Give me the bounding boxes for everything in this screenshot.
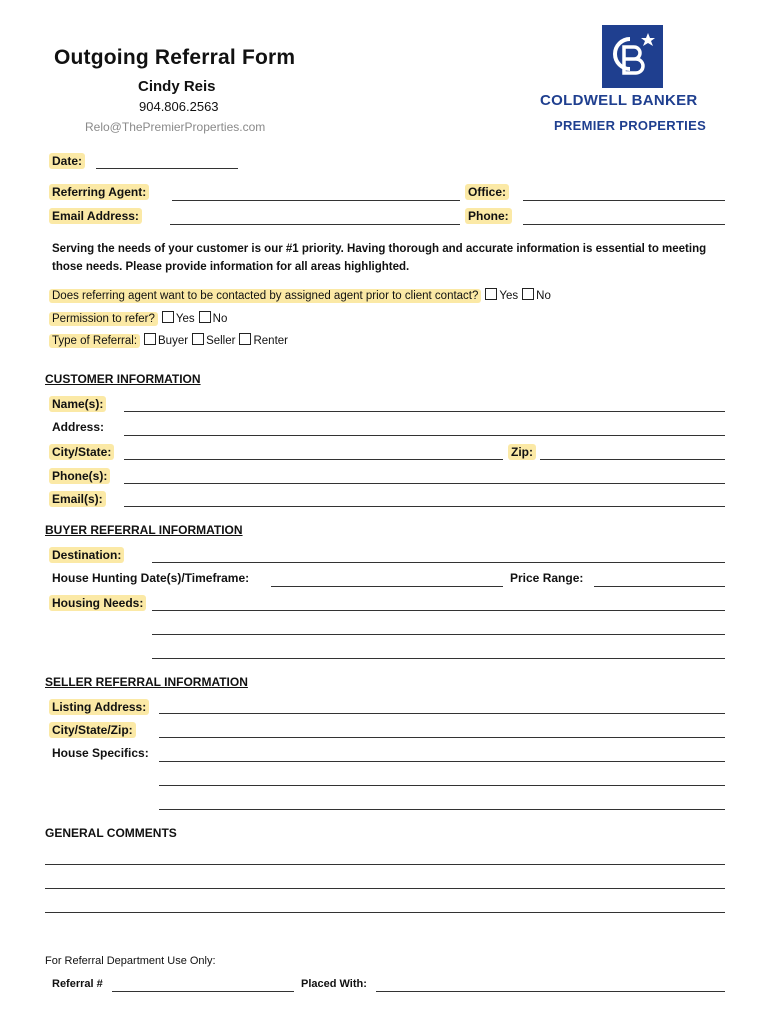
general-comments-field-3[interactable] <box>45 912 725 913</box>
names-field[interactable] <box>124 411 725 412</box>
permission-yes-checkbox[interactable] <box>162 311 174 323</box>
placed-with-label: Placed With: <box>301 978 367 990</box>
referring-agent-field[interactable] <box>172 200 460 201</box>
date-label: Date: <box>49 153 85 169</box>
contact-no-label: No <box>536 290 551 302</box>
phone-label: Phone: <box>465 208 512 224</box>
housing-needs-field-3[interactable] <box>152 658 725 659</box>
address-label: Address: <box>52 420 105 434</box>
permission-no-checkbox[interactable] <box>199 311 211 323</box>
contact-question-label: Does referring agent want to be contacted by assigned agent prior to client contact? <box>49 289 481 303</box>
permission-question-row <box>49 311 227 325</box>
zip-field[interactable] <box>540 459 725 460</box>
agent-phone: 904.806.2563 <box>139 99 219 114</box>
city-state-zip-field[interactable] <box>159 737 725 738</box>
names-label: Name(s): <box>49 396 106 412</box>
date-field[interactable] <box>96 168 238 169</box>
address-field[interactable] <box>124 435 725 436</box>
city-state-label: City/State: <box>49 444 114 460</box>
coldwell-banker-logo-icon <box>602 25 663 88</box>
phones-label: Phone(s): <box>49 468 110 484</box>
renter-checkbox[interactable] <box>239 333 251 345</box>
permission-yes-label: Yes <box>175 313 195 325</box>
destination-field[interactable] <box>152 562 725 563</box>
listing-address-field[interactable] <box>159 713 725 714</box>
agent-name: Cindy Reis <box>138 78 216 95</box>
permission-question-label: Permission to refer? <box>49 312 158 326</box>
house-specifics-field-2[interactable] <box>159 785 725 786</box>
zip-label: Zip: <box>508 444 536 460</box>
contact-yes-label: Yes <box>499 290 519 302</box>
house-specifics-field-1[interactable] <box>159 761 725 762</box>
logo-text-coldwell-banker: COLDWELL BANKER <box>540 92 698 109</box>
seller-checkbox[interactable] <box>192 333 204 345</box>
renter-label: Renter <box>253 335 288 347</box>
general-comments-heading: GENERAL COMMENTS <box>45 826 177 840</box>
housing-needs-field-1[interactable] <box>152 610 725 611</box>
office-label: Office: <box>465 184 509 200</box>
contact-no-checkbox[interactable] <box>522 288 534 300</box>
price-range-field[interactable] <box>594 586 725 587</box>
contact-yes-checkbox[interactable] <box>485 288 497 300</box>
phones-field[interactable] <box>124 483 725 484</box>
buyer-label: Buyer <box>158 335 189 347</box>
referral-number-label: Referral # <box>52 978 103 990</box>
agent-email: Relo@ThePremierProperties.com <box>85 120 266 134</box>
referral-dept-note: For Referral Department Use Only: <box>45 955 216 967</box>
housing-needs-label: Housing Needs: <box>49 595 146 611</box>
seller-label: Seller <box>206 335 236 347</box>
referral-number-field[interactable] <box>112 991 294 992</box>
listing-address-label: Listing Address: <box>49 699 149 715</box>
referral-type-row <box>49 333 288 347</box>
buyer-section-heading: BUYER REFERRAL INFORMATION <box>45 523 243 537</box>
emails-label: Email(s): <box>49 491 106 507</box>
house-specifics-field-3[interactable] <box>159 809 725 810</box>
email-address-label: Email Address: <box>49 208 142 224</box>
phone-field[interactable] <box>523 224 725 225</box>
house-specifics-label: House Specifics: <box>52 746 149 760</box>
referring-agent-label: Referring Agent: <box>49 184 149 200</box>
emails-field[interactable] <box>124 506 725 507</box>
general-comments-field-1[interactable] <box>45 864 725 865</box>
buyer-checkbox[interactable] <box>144 333 156 345</box>
placed-with-field[interactable] <box>376 991 725 992</box>
email-address-field[interactable] <box>170 224 460 225</box>
office-field[interactable] <box>523 200 725 201</box>
city-state-field[interactable] <box>124 459 503 460</box>
house-hunting-dates-label: House Hunting Date(s)/Timeframe: <box>52 571 250 585</box>
permission-no-label: No <box>212 313 228 325</box>
form-title: Outgoing Referral Form <box>54 46 296 69</box>
house-hunting-dates-field[interactable] <box>271 586 503 587</box>
logo-text-premier-properties: PREMIER PROPERTIES <box>554 118 707 133</box>
price-range-label: Price Range: <box>510 571 584 585</box>
destination-label: Destination: <box>49 547 124 563</box>
general-comments-field-2[interactable] <box>45 888 725 889</box>
housing-needs-field-2[interactable] <box>152 634 725 635</box>
contact-question-row <box>49 288 551 302</box>
seller-section-heading: SELLER REFERRAL INFORMATION <box>45 675 248 689</box>
city-state-zip-label: City/State/Zip: <box>49 722 136 738</box>
intro-paragraph: Serving the needs of your customer is our #1 priority. Having thorough and accurate information is essential to meeting those needs. Please provide information for all areas highlighted. <box>52 243 707 273</box>
referral-type-label: Type of Referral: <box>49 334 140 348</box>
customer-section-heading: CUSTOMER INFORMATION <box>45 372 201 386</box>
